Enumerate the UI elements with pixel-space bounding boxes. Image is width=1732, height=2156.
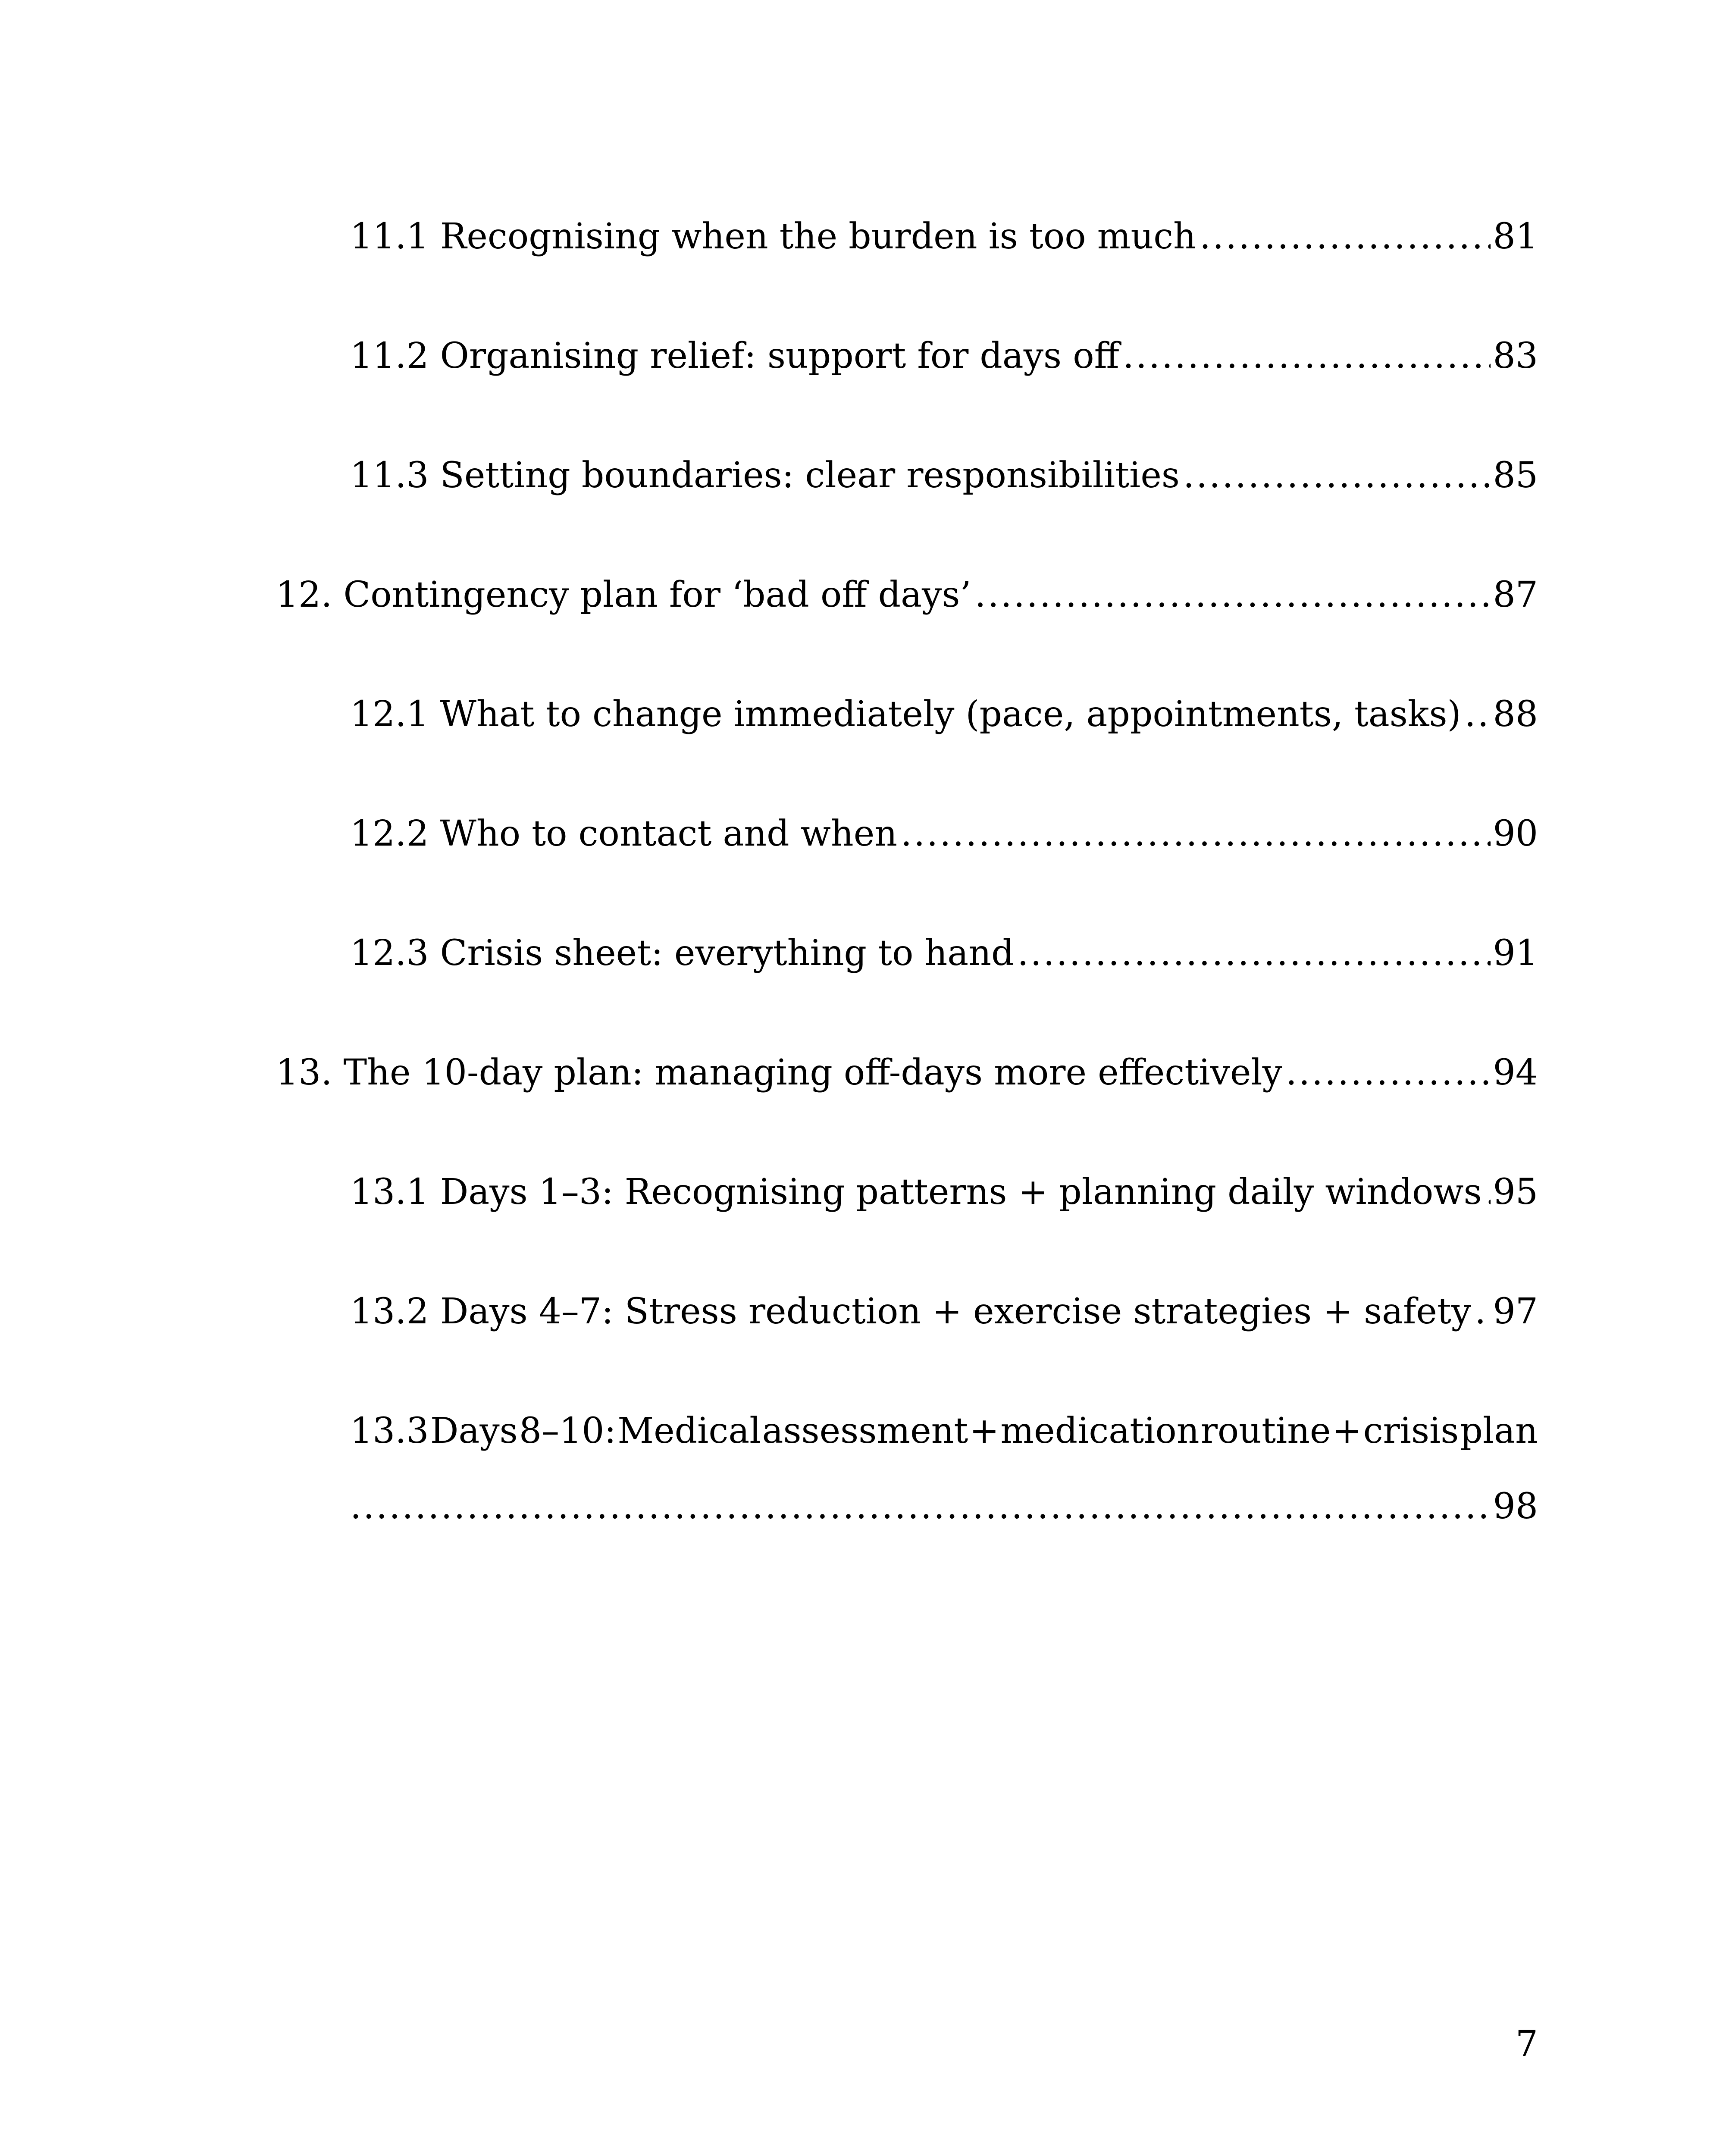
toc-entry-page: 94 xyxy=(1493,1052,1538,1093)
toc-entry-page: 87 xyxy=(1493,574,1538,615)
toc-entry-12[interactable] xyxy=(276,561,1538,613)
toc-entry-page: 88 xyxy=(1493,694,1538,735)
dot-leader xyxy=(1475,1294,1490,1329)
toc-entry-page: 95 xyxy=(1493,1172,1538,1213)
toc-entry-title-word: assessment xyxy=(762,1410,968,1451)
dot-leader xyxy=(350,1489,1491,1524)
toc-entry-title: 12.3 Crisis sheet: everything to hand xyxy=(350,933,1014,974)
dot-leader xyxy=(1123,338,1491,374)
dot-leader xyxy=(901,816,1491,852)
toc-entry-title-word: 13.3 xyxy=(350,1410,429,1451)
toc-entry-title: 12.1 What to change immediately (pace, appointments, tasks) xyxy=(350,694,1461,735)
toc-entry-title-word: crisis xyxy=(1363,1410,1459,1451)
toc-entry-11-2[interactable] xyxy=(350,322,1538,374)
dot-leader xyxy=(1485,1175,1491,1210)
dot-leader xyxy=(975,577,1491,613)
toc-entry-title: 13.2 Days 4–7: Stress reduction + exercise strategies + safety xyxy=(350,1291,1472,1332)
dot-leader xyxy=(1465,697,1491,732)
dot-leader xyxy=(1200,219,1491,254)
toc-entry-page: 91 xyxy=(1493,933,1538,974)
toc-entry-title: 12. Contingency plan for ‘bad off days’ xyxy=(276,574,971,615)
toc-entry-title: 13.1 Days 1–3: Recognising patterns + planning daily windows xyxy=(350,1172,1482,1213)
toc-entry-page: 98 xyxy=(1493,1486,1538,1527)
toc-entry-title-word: medication xyxy=(1000,1410,1200,1451)
toc-entry-12-2[interactable] xyxy=(350,800,1538,852)
toc-entry-page: 81 xyxy=(1493,216,1538,257)
dot-leader xyxy=(1286,1055,1491,1091)
toc-entry-title: 11.3 Setting boundaries: clear responsibilities xyxy=(350,455,1180,496)
page-number: 7 xyxy=(1515,2024,1538,2065)
toc-entry-12-1[interactable] xyxy=(350,680,1538,735)
toc-entry-title-word: Days xyxy=(430,1410,518,1451)
toc-entry-page: 97 xyxy=(1493,1291,1538,1332)
toc-entry-11-3[interactable] xyxy=(350,442,1538,496)
toc-entry-13[interactable] xyxy=(276,1039,1538,1091)
toc-entry-page: 85 xyxy=(1493,455,1538,496)
toc-entry-title-word: Medical xyxy=(617,1410,761,1451)
toc-entry-title-word: routine xyxy=(1200,1410,1331,1451)
dot-leader xyxy=(1183,458,1491,493)
toc-entry-title: 11.1 Recognising when the burden is too much xyxy=(350,216,1196,257)
toc-entry-title-word: plan xyxy=(1460,1410,1538,1451)
toc-entry-13-3[interactable] xyxy=(350,1397,1538,1449)
toc-entry-13-1[interactable] xyxy=(350,1158,1538,1213)
toc-entry-12-3[interactable] xyxy=(350,919,1538,974)
toc-entry-page: 83 xyxy=(1493,335,1538,376)
toc-entry-13-3-continuation[interactable] xyxy=(350,1473,1538,1527)
toc-entry-page: 90 xyxy=(1493,813,1538,854)
toc-entry-11-1[interactable] xyxy=(350,203,1538,257)
toc-entry-title: 12.2 Who to contact and when xyxy=(350,813,898,854)
toc-entry-title-word: 8–10: xyxy=(519,1410,617,1451)
toc-entry-13-2[interactable] xyxy=(350,1278,1538,1332)
toc-entry-title-word: + xyxy=(969,1410,999,1451)
toc-entry-title-word: + xyxy=(1332,1410,1362,1451)
dot-leader xyxy=(1018,936,1491,971)
toc-entry-title: 13. The 10-day plan: managing off-days more effectively xyxy=(276,1052,1282,1093)
toc-entry-title: 11.2 Organising relief: support for days off xyxy=(350,335,1119,376)
